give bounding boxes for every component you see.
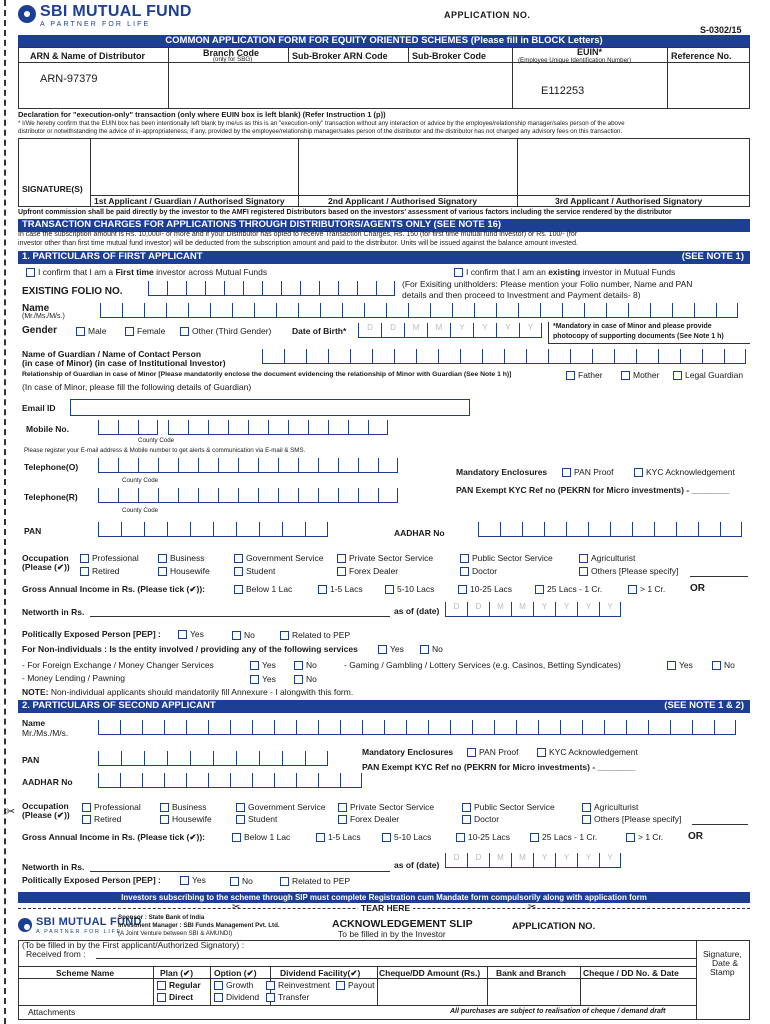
folio-number-field[interactable] — [148, 281, 395, 296]
checkbox[interactable] — [454, 268, 463, 277]
occ-others-specify-line[interactable] — [690, 576, 748, 577]
aadhar-label: AADHAR No — [394, 528, 445, 538]
form-title-bar — [18, 35, 750, 48]
occ-doctor[interactable]: Doctor — [460, 567, 497, 577]
signature-2-caption: 2nd Applicant / Authorised Signatory — [328, 196, 478, 206]
networth-label: Networth in Rs. — [22, 607, 85, 617]
ack-div-payout[interactable]: Payout — [336, 981, 374, 991]
income-1-5[interactable]: 1-5 Lacs — [318, 585, 363, 595]
ack-h-cheque-no: Cheque / DD No. & Date — [583, 968, 679, 978]
sbi-logo-icon — [18, 918, 32, 932]
application-no-label: APPLICATION NO. — [444, 10, 531, 20]
occ-private[interactable]: Private Sector Service — [337, 554, 433, 564]
register-note: Please register your E-mail address & Mobile number to get alerts & communication via E-mail & SMS. — [24, 447, 306, 454]
transaction-text-2: investor other than first time mutual fund investor) will be deducted from the subscription amount and paid to the distributor. Units will be issued against the balance amount invested. — [18, 240, 578, 247]
second-aadhar-field[interactable] — [98, 773, 362, 788]
existing-investor-option[interactable]: I confirm that I am an existing investor in Mutual Funds — [454, 268, 675, 278]
second-applicant-note: (SEE NOTE 1 & 2) — [664, 700, 744, 711]
scissors-icon: ✂ — [6, 806, 16, 818]
ack-app-no: APPLICATION NO. — [512, 921, 596, 932]
income-below-1-lac[interactable]: Below 1 Lac — [234, 585, 292, 595]
second-occ-others[interactable]: Others [Please specify] — [582, 815, 681, 825]
gender-label: Gender — [22, 325, 58, 336]
second-income-5-10[interactable]: 5-10 Lacs — [382, 833, 431, 843]
gaming-yes[interactable]: Yes — [667, 661, 693, 671]
second-pep-label: Politically Exposed Person [PEP] : — [22, 875, 161, 885]
form-code: S-0302/15 — [700, 25, 742, 35]
pan-field[interactable] — [98, 522, 328, 537]
networth-date-field[interactable]: D D M M Y Y Y Y — [445, 602, 621, 617]
first-applicant-title: 1. PARTICULARS OF FIRST APPLICANT — [22, 251, 203, 262]
ack-div-reinvest[interactable]: Reinvestment — [266, 981, 330, 991]
euin-header: EUIN* — [577, 47, 603, 57]
second-occ-private[interactable]: Private Sector Service — [338, 803, 434, 813]
telephone-office-label: Telephone(O) — [24, 462, 79, 472]
ack-plan-regular[interactable]: Regular — [157, 981, 201, 991]
first-applicant-bar — [18, 251, 750, 264]
branch-code-header: Branch Code — [203, 48, 260, 58]
subbroker-arn-header: Sub-Broker ARN Code — [292, 51, 388, 61]
networth-date-label: as of (date) — [394, 606, 440, 616]
second-aadhar-label: AADHAR No — [22, 777, 73, 787]
money-lending-label: - Money Lending / Pawning — [22, 673, 126, 683]
occ-forex[interactable]: Forex Dealer — [337, 567, 398, 577]
occupation-label: Occupation — [22, 553, 69, 563]
tear-here-label: TEAR HERE — [358, 904, 413, 914]
mobile-country-code[interactable] — [98, 420, 158, 435]
ack-date: Date & — [712, 958, 738, 968]
occ-retired[interactable]: Retired — [80, 567, 119, 577]
second-networth-date-label: as of (date) — [394, 860, 440, 870]
guardian-label-2: (in case of Minor) (in case of Institutional Investor) — [22, 358, 226, 368]
pan-label: PAN — [24, 526, 42, 536]
income-25-1cr[interactable]: 25 Lacs - 1 Cr. — [535, 585, 602, 595]
money-lending-yes[interactable]: Yes — [250, 675, 276, 685]
occ-public[interactable]: Public Sector Service — [460, 554, 553, 564]
occ-others[interactable]: Others [Please specify] — [579, 567, 678, 577]
email-input[interactable] — [70, 399, 470, 416]
brand-tagline: A PARTNER FOR LIFE — [40, 21, 151, 28]
second-pan-field[interactable] — [98, 751, 328, 766]
non-individual-note: NOTE: Non-individual applicants should mandatorily fill Annexure - I alongwith this form. — [22, 687, 354, 697]
ack-h-option: Option (✔) — [214, 968, 257, 978]
pep-no[interactable]: No — [232, 631, 255, 641]
ack-stamp: Stamp — [710, 967, 735, 977]
ack-sponsor: Sponsor : State Bank of India — [118, 914, 205, 921]
signature-3-caption: 3rd Applicant / Authorised Signatory — [555, 196, 703, 206]
occ-business[interactable]: Business — [158, 554, 205, 564]
transaction-charges-title: TRANSACTION CHARGES FOR APPLICATIONS THROUGH DISTRIBUTORS/AGENTS ONLY (SEE NOTE 16) — [22, 219, 502, 230]
brand-name: SBI MUTUAL FUND — [40, 3, 192, 20]
second-occ-housewife[interactable]: Housewife — [160, 815, 212, 825]
gender-female[interactable]: Female — [125, 327, 165, 337]
ack-div-transfer[interactable]: Transfer — [266, 993, 309, 1003]
income-label: Gross Annual Income in Rs. (Please tick (✔)): — [22, 584, 205, 594]
second-pep-yes[interactable]: Yes — [180, 876, 206, 886]
second-applicant-title: 2. PARTICULARS OF SECOND APPLICANT — [22, 700, 216, 711]
minor-note-1: *Mandatory in case of Minor and please provide — [553, 323, 712, 330]
second-networth-input[interactable] — [90, 871, 390, 872]
telephone-office-field[interactable] — [98, 458, 398, 473]
income-10-25[interactable]: 10-25 Lacs — [458, 585, 512, 595]
form-title: COMMON APPLICATION FORM FOR EQUITY ORIENTED SCHEMES (Please fill in BLOCK Letters) — [165, 35, 603, 46]
occ-agriculturist[interactable]: Agriculturist — [579, 554, 635, 564]
money-lending-no[interactable]: No — [294, 675, 317, 685]
guardian-father[interactable]: Father — [566, 371, 603, 381]
second-pep-no[interactable]: No — [230, 877, 253, 887]
email-label: Email ID — [22, 403, 56, 413]
minor-details-note: (In case of Minor, please fill the following details of Guardian) — [22, 382, 252, 392]
ack-title: ACKNOWLEDGEMENT SLIP — [332, 918, 473, 930]
guardian-legal[interactable]: Legal Guardian — [673, 371, 743, 381]
telephone-residence-country-code: County Code — [122, 507, 159, 514]
folio-note-1: (For Exisiting unitholders: Please mention your Folio number, Name and PAN — [402, 279, 693, 289]
ack-option-dividend[interactable]: Dividend — [214, 993, 259, 1003]
transaction-text-1: In case the subscription amount is Rs. 10,000/- or more and if your Distributor has opted to receive Transaction Charges, Rs. 150 (for first time mutual fund investor) or Rs. 100/- (for — [18, 231, 578, 238]
second-name-salutation: Mr./Ms./M/s. — [22, 728, 69, 738]
second-occ-professional[interactable]: Professional — [82, 803, 141, 813]
transaction-charges-bar — [18, 219, 750, 232]
signature-box-2[interactable] — [298, 140, 517, 194]
telephone-residence-label: Telephone(R) — [24, 492, 78, 502]
euin-value[interactable]: E112253 — [541, 85, 585, 97]
dob-label: Date of Birth* — [292, 326, 347, 336]
minor-note-2: photocopy of supporting documents (See Note 1 h) — [553, 333, 724, 340]
mandatory-enclosures-label: Mandatory Enclosures — [456, 467, 548, 477]
second-income-1-5[interactable]: 1-5 Lacs — [316, 833, 361, 843]
ack-h-scheme: Scheme Name — [56, 968, 115, 978]
forex-no[interactable]: No — [294, 661, 317, 671]
second-occupation-tick: (Please (✔)) — [22, 810, 70, 820]
second-networth-label: Networth in Rs. — [22, 862, 85, 872]
ack-manager: Investment Manager : SBI Funds Management Pvt. Ltd. — [118, 922, 280, 929]
scissors-icon: ✂ — [232, 902, 241, 913]
arn-value[interactable]: ARN-97379 — [40, 73, 98, 85]
second-income-25-1cr[interactable]: 25 Lacs - 1 Cr. — [530, 833, 597, 843]
sbi-logo-icon — [18, 5, 36, 23]
ack-h-div: Dividend Facility(✔) — [280, 968, 361, 978]
second-income-label: Gross Annual Income in Rs. (Please tick (✔)): — [22, 832, 205, 842]
pep-label: Politically Exposed Person [PEP] : — [22, 629, 161, 639]
second-occ-agriculturist[interactable]: Agriculturist — [582, 803, 638, 813]
networth-input[interactable] — [90, 616, 390, 617]
mobile-country-code-caption: County Code — [138, 437, 175, 444]
second-occ-doctor[interactable]: Doctor — [462, 815, 499, 825]
subbroker-code-header: Sub-Broker Code — [412, 51, 487, 61]
telephone-residence-field[interactable] — [98, 488, 398, 503]
second-income-below-1-lac[interactable]: Below 1 Lac — [232, 833, 290, 843]
ack-received-from: Received from : — [26, 949, 86, 959]
second-occ-student[interactable]: Student — [236, 815, 277, 825]
sip-notice: Investors subscribing to the scheme through SIP must complete Registration cum Mandate form compulsorily along with application form — [121, 893, 647, 902]
second-occupation-label: Occupation — [22, 801, 69, 811]
ack-plan-direct[interactable]: Direct — [157, 993, 193, 1003]
second-income-or: OR — [688, 831, 703, 842]
second-name-label: Name — [22, 718, 46, 728]
dob-field[interactable]: D D M M Y Y Y Y — [358, 323, 542, 338]
ack-h-bank: Bank and Branch — [496, 968, 566, 978]
guardian-name-field[interactable] — [262, 349, 746, 364]
guardian-mother[interactable]: Mother — [621, 371, 659, 381]
tear-cut-line — [4, 0, 6, 1024]
occ-housewife[interactable]: Housewife — [158, 567, 210, 577]
scissors-icon: ✂ — [528, 902, 537, 913]
ack-h-plan: Plan (✔) — [160, 968, 194, 978]
name-label: Name — [22, 303, 50, 314]
non-individual-yes[interactable]: Yes — [378, 645, 404, 655]
ack-subject-note: All purchases are subject to realisation of cheque / demand draft — [450, 1008, 666, 1015]
pan-exempt-label: PAN Exempt KYC Ref no (PEKRN for Micro investments) - ________ — [456, 485, 730, 495]
income-above-1cr[interactable]: > 1 Cr. — [628, 585, 665, 595]
signature-box-3[interactable] — [517, 140, 750, 194]
second-income-above-1cr[interactable]: > 1 Cr. — [626, 833, 663, 843]
folio-note-2: details and then proceed to Investment and Payment details- 8) — [402, 290, 641, 300]
declaration-text-1: * I/We hereby confirm that the EUIN box has been intentionally left blank by me/us as this is an "execution-only" transaction without any interaction or advice by the employee/relationship manager/sales person of the above — [18, 120, 625, 127]
second-occ-business[interactable]: Business — [160, 803, 207, 813]
sip-bar — [18, 892, 750, 903]
signature-1-caption: 1st Applicant / Guardian / Authorised Signatory — [94, 196, 285, 206]
ack-subtitle: To be filled in by the Investor — [338, 929, 446, 939]
euin-sub: (Employee Unique Identification Number) — [518, 57, 632, 64]
gaming-no[interactable]: No — [712, 661, 735, 671]
guardian-label-1: Name of Guardian / Name of Contact Person — [22, 349, 202, 359]
occupation-tick: (Please (✔)) — [22, 562, 70, 572]
second-occ-public[interactable]: Public Sector Service — [462, 803, 555, 813]
ack-h-cheque: Cheque/DD Amount (Rs.) — [379, 968, 481, 978]
ack-jv: (A Joint Venture between SBI & AMUNDI) — [118, 930, 233, 937]
second-income-10-25[interactable]: 10-25 Lacs — [456, 833, 510, 843]
first-applicant-note: (SEE NOTE 1) — [681, 251, 744, 262]
non-individual-label: For Non-individuals : Is the entity involved / providing any of the following services — [22, 644, 358, 654]
mobile-number-field[interactable] — [168, 420, 388, 435]
second-mandatory-enclosures: Mandatory Enclosures — [362, 747, 454, 757]
checkbox[interactable] — [26, 268, 35, 277]
ack-option-growth[interactable]: Growth — [214, 981, 253, 991]
pan-proof-option[interactable]: PAN Proof — [562, 468, 614, 478]
gaming-service-label: - Gaming / Gambling / Lottery Services (e.g. Casinos, Betting Syndicates) — [344, 660, 621, 670]
ack-received-line[interactable] — [96, 958, 696, 959]
gender-male[interactable]: Male — [76, 327, 106, 337]
existing-folio-label: EXISTING FOLIO NO. — [22, 286, 123, 297]
relationship-label: Relationship of Guardian in case of Minor [Please mandatorily enclose the document evidencing the relationship of Minor with Guardian (See Note 1 h)] — [22, 371, 512, 378]
mobile-label: Mobile No. — [26, 424, 69, 434]
second-pan-proof[interactable]: PAN Proof — [467, 748, 519, 758]
branch-code-sub: (only for SBG) — [213, 56, 253, 63]
second-occ-forex[interactable]: Forex Dealer — [338, 815, 399, 825]
ack-attachments: Attachments — [28, 1007, 76, 1017]
second-applicant-bar — [18, 700, 750, 713]
pep-yes[interactable]: Yes — [178, 630, 204, 640]
signature-box-1[interactable] — [90, 140, 298, 194]
signature-label: SIGNATURE(S) — [22, 184, 83, 194]
ack-filled-by: (To be filled in by the First applicant/Authorized Signatory) : — [22, 940, 245, 950]
reference-header: Reference No. — [671, 51, 732, 61]
second-occ-government[interactable]: Government Service — [236, 803, 325, 813]
second-kyc-ack[interactable]: KYC Acknowledgement — [537, 748, 638, 758]
income-5-10[interactable]: 5-10 Lacs — [385, 585, 434, 595]
arn-col-header: ARN & Name of Distributor — [30, 51, 146, 61]
occ-government[interactable]: Government Service — [234, 554, 323, 564]
pep-related[interactable]: Related to PEP — [280, 631, 350, 641]
second-occ-retired[interactable]: Retired — [82, 815, 121, 825]
aadhar-field[interactable] — [478, 522, 742, 537]
second-networth-date-field[interactable]: D D M M Y Y Y Y — [445, 853, 621, 868]
income-or: OR — [690, 583, 705, 594]
ack-signature: Signature, — [703, 949, 742, 959]
occ-professional[interactable]: Professional — [80, 554, 139, 564]
forex-service-label: - For Foreign Exchange / Money Changer Services — [22, 660, 214, 670]
non-individual-no[interactable]: No — [420, 645, 443, 655]
declaration-title: Declaration for "execution-only" transaction (only where EUIN box is left blank) (Refer Instruction 1 (p)) — [18, 110, 386, 119]
second-pan-exempt: PAN Exempt KYC Ref no (PEKRN for Micro investments) - ________ — [362, 762, 636, 772]
name-salutation: (Mr./Ms./M/s.) — [22, 313, 65, 320]
second-pep-related[interactable]: Related to PEP — [280, 877, 350, 887]
first-time-investor-option[interactable]: I confirm that I am a First time investor across Mutual Funds — [26, 268, 267, 278]
kyc-ack-option[interactable]: KYC Acknowledgement — [634, 468, 735, 478]
telephone-office-country-code: County Code — [122, 477, 159, 484]
forex-yes[interactable]: Yes — [250, 661, 276, 671]
second-pan-label: PAN — [22, 755, 40, 765]
declaration-text-2: distributor or notwithstanding the advice of in-appropriateness, if any, provided by the employee/relationship manager/sales person of the distributor and the distributor has not charged any advisory fees on this transaction. — [18, 128, 623, 135]
gender-other[interactable]: Other (Third Gender) — [180, 327, 271, 337]
second-occ-others-line[interactable] — [692, 824, 748, 825]
second-applicant-name-field[interactable] — [98, 720, 736, 735]
first-applicant-name-field[interactable] — [100, 303, 738, 318]
occ-student[interactable]: Student — [234, 567, 275, 577]
upfront-commission-note: Upfront commission shall be paid directly by the investor to the AMFI registered Distributors based on the investors' assessment of various factors including the service rendered by the distributor — [18, 209, 672, 216]
